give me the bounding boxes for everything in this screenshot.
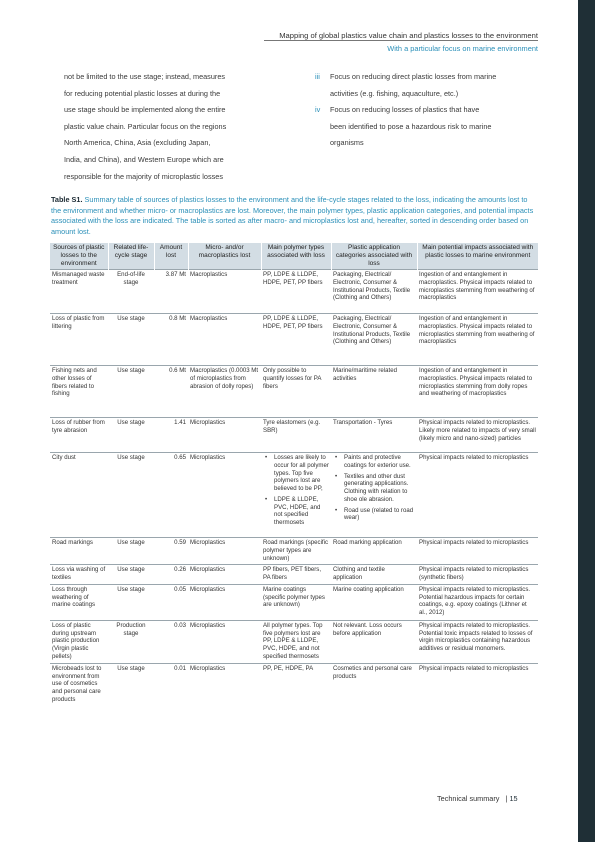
- cell-stage: Use stage: [108, 366, 154, 418]
- body-line: not be limited to the use stage; instead, measures: [64, 72, 226, 81]
- cell-plastic-type: Macroplastics (0.0003 Mt of microplastics from abrasion of dolly ropes): [188, 366, 261, 418]
- footer-section: Technical summary: [437, 794, 500, 803]
- table-caption: [51, 195, 537, 238]
- page-number: 15: [509, 794, 518, 803]
- cell-amount: 0.26: [154, 565, 188, 584]
- table-row: [50, 270, 538, 314]
- cell-applications: Marine coating application: [331, 584, 417, 620]
- cell-stage: End-of-life stage: [108, 270, 154, 314]
- cell-polymers: Marine coatings (specific polymer types are unknown): [261, 584, 331, 620]
- cell-source: Mismanaged waste treatment: [50, 270, 108, 314]
- table-row: [50, 663, 538, 705]
- cell-plastic-type: Microplastics: [188, 620, 261, 663]
- cell-source: Loss of rubber from tyre abrasion: [50, 418, 108, 453]
- cell-impacts: Ingestion of and entanglement in macroplastics. Physical impacts related to microplastics stemming from weathering of macroplastics: [417, 314, 538, 366]
- plastic-losses-table: [50, 243, 538, 705]
- cell-applications: Transportation - Tyres: [331, 418, 417, 453]
- cell-applications: Packaging, Electrical/ Electronic, Consumer & Institutional Products, Textile (Clothing and Others): [331, 314, 417, 366]
- cell-applications: Road marking application: [331, 538, 417, 565]
- list-line: Focus on reducing losses of plastics that have: [330, 105, 480, 115]
- running-header-title: Mapping of global plastics value chain and plastics losses to the environment: [279, 31, 538, 40]
- list-line: activities (e.g. fishing, aquaculture, etc.): [330, 88, 459, 98]
- cell-polymers: Road markings (specific polymer types are unknown): [261, 538, 331, 565]
- body-line: responsible for the majority of microplastic losses: [64, 171, 223, 181]
- table-row: [50, 453, 538, 538]
- cell-stage: Use stage: [108, 538, 154, 565]
- body-line: for reducing potential plastic losses at during the: [64, 88, 221, 98]
- bullet-icon: •: [335, 506, 338, 514]
- cell-impacts: Physical impacts related to microplastics. Potential toxic impacts related to losses of virgin microplastics containing hazardous additives or residual monomers.: [417, 620, 538, 663]
- cell-impacts: Physical impacts related to microplastics: [417, 663, 538, 705]
- table-caption-label: Table S1.: [51, 195, 83, 204]
- cell-amount: 0.03: [154, 620, 188, 663]
- cell-impacts: Ingestion of and entanglement in macroplastics. Physical impacts related to microplastics stemming from weathering of macroplastics: [417, 270, 538, 314]
- table-header-row: [50, 243, 538, 270]
- cell-polymers: All polymer types. Top five polymers lost are PP, LDPE & LLDPE, PVC, HDPE, and not specified thermosets: [261, 620, 331, 663]
- footer-separator: |: [505, 794, 508, 803]
- cell-applications: Not relevant. Loss occurs before application: [331, 620, 417, 663]
- list-number: iii: [315, 72, 320, 81]
- cell-plastic-type: Microplastics: [188, 565, 261, 584]
- cell-applications: [331, 453, 417, 538]
- list-line: been identified to pose a hazardous risk to marine: [330, 121, 492, 131]
- bullet-text: Road use (related to road wear): [344, 506, 414, 522]
- cell-stage: Use stage: [108, 565, 154, 584]
- bullet-icon: •: [265, 495, 268, 503]
- table-row: [50, 366, 538, 418]
- cell-stage: Use stage: [108, 663, 154, 705]
- cell-polymers: PP, PE, HDPE, PA: [261, 663, 331, 705]
- list-item: [315, 102, 545, 152]
- cell-polymers: PP, LDPE & LLDPE, HDPE, PET, PP fibers: [261, 314, 331, 366]
- cell-stage: Use stage: [108, 584, 154, 620]
- cell-polymers: Only possible to quantify losses for PA fibers: [261, 366, 331, 418]
- header-rule: [264, 40, 538, 41]
- table-row: [50, 418, 538, 453]
- cell-amount: 0.05: [154, 584, 188, 620]
- cell-amount: 0.6 Mt: [154, 366, 188, 418]
- cell-source: Loss through weathering of marine coatings: [50, 584, 108, 620]
- list-line: organisms: [330, 138, 364, 148]
- cell-source: Road markings: [50, 538, 108, 565]
- column-header: Related life-cycle stage: [108, 243, 154, 270]
- cell-source: Microbeads lost to environment from use of cosmetics and personal care products: [50, 663, 108, 705]
- page-footer: [437, 794, 518, 803]
- body-line: use stage should be implemented along the entire: [64, 105, 226, 115]
- cell-applications: Packaging, Electrical/ Electronic, Consumer & Institutional Products, Textile (Clothing and Others): [331, 270, 417, 314]
- cell-applications: Marine/maritime related activities: [331, 366, 417, 418]
- cell-impacts: Ingestion of and entanglement in macroplastics. Physical impacts related to microplastics stemming from dolly ropes and weathering of macroplastics: [417, 366, 538, 418]
- cell-impacts: Physical impacts related to microplastics. Potential hazardous impacts for certain coatings, e.g. epoxy coatings (Lithner et al., 2012): [417, 584, 538, 620]
- cell-source: City dust: [50, 453, 108, 538]
- cell-source: Fishing nets and other losses of fibers related to fishing: [50, 366, 108, 418]
- list-line: Focus on reducing direct plastic losses from marine: [330, 72, 497, 81]
- bullet-text: LDPE & LLDPE, PVC, HDPE, and not specified thermosets: [274, 495, 321, 526]
- bullet-item: [333, 473, 415, 504]
- cell-plastic-type: Microplastics: [188, 418, 261, 453]
- table-row: [50, 538, 538, 565]
- column-header: Sources of plastic losses to the environment: [50, 243, 108, 270]
- cell-plastic-type: Microplastics: [188, 453, 261, 538]
- table-row: [50, 620, 538, 663]
- table-row: [50, 314, 538, 366]
- cell-plastic-type: Macroplastics: [188, 314, 261, 366]
- body-line: India, and China), and Western Europe which are: [64, 154, 224, 164]
- table-row: [50, 584, 538, 620]
- bullet-text: Textiles and other dust generating applications. Clothing with relation to shoe ole abrasion.: [344, 472, 409, 503]
- running-header-subtitle: With a particular focus on marine environment: [387, 44, 538, 53]
- cell-applications: Clothing and textile application: [331, 565, 417, 584]
- bullet-icon: •: [335, 472, 338, 480]
- list-number: iv: [315, 105, 321, 115]
- table-caption-text: Summary table of sources of plastics losses to the environment and the life-cycle stages related to the loss, indicating the amounts lost to the environment and whether micro- or macroplastics are lost. Moreover, the main polymer types, plastic application categories, and potential impacts associated with the loss are indicated. The table is sorted as after macro- and microplastics lost and, hereafter, sorted in descending order based on amount lost.: [51, 195, 534, 237]
- cell-plastic-type: Macroplastics: [188, 270, 261, 314]
- body-line: North America, China, Asia (excluding Japan,: [64, 138, 211, 148]
- cell-polymers: [261, 453, 331, 538]
- bullet-icon: •: [335, 454, 338, 462]
- page-edge-bar: [578, 0, 595, 842]
- cell-impacts: Physical impacts related to microplastics. Likely more related to impacts of very small (likely micro and nano-sized) particles: [417, 418, 538, 453]
- cell-amount: 0.59: [154, 538, 188, 565]
- cell-polymers: PP fibers, PET fibers, PA fibers: [261, 565, 331, 584]
- numbered-list: [315, 69, 545, 152]
- column-header: Main polymer types associated with loss: [261, 243, 331, 270]
- bullet-item: [333, 454, 415, 469]
- column-header: Main potential impacts associated with plastic losses to marine environment: [417, 243, 538, 270]
- cell-impacts: Physical impacts related to microplastics (synthetic fibers): [417, 565, 538, 584]
- cell-amount: 0.01: [154, 663, 188, 705]
- cell-stage: Use stage: [108, 314, 154, 366]
- cell-impacts: Physical impacts related to microplastics: [417, 453, 538, 538]
- table-row: [50, 565, 538, 584]
- cell-amount: 0.65: [154, 453, 188, 538]
- bullet-item: [333, 507, 415, 522]
- body-line: plastic value chain. Particular focus on the regions: [64, 121, 227, 131]
- cell-source: Loss of plastic during upstream plastic production (Virgin plastic pellets): [50, 620, 108, 663]
- cell-plastic-type: Microplastics: [188, 584, 261, 620]
- cell-source: Loss of plastic from littering: [50, 314, 108, 366]
- bullet-text: Losses are likely to occur for all polymer types. Top five polymers lost are believed to be PP,: [274, 454, 329, 493]
- cell-stage: Use stage: [108, 453, 154, 538]
- cell-applications: Cosmetics and personal care products: [331, 663, 417, 705]
- cell-plastic-type: Microplastics: [188, 663, 261, 705]
- column-header: Plastic application categories associated with loss: [331, 243, 417, 270]
- body-text-left: [64, 69, 272, 185]
- column-header: Amount lost: [154, 243, 188, 270]
- bullet-icon: •: [265, 454, 268, 462]
- cell-source: Loss via washing of textiles: [50, 565, 108, 584]
- bullet-item: [263, 454, 329, 493]
- cell-amount: 0.8 Mt: [154, 314, 188, 366]
- cell-stage: Use stage: [108, 418, 154, 453]
- cell-stage: Production stage: [108, 620, 154, 663]
- cell-plastic-type: Microplastics: [188, 538, 261, 565]
- bullet-item: [263, 496, 329, 527]
- bullet-text: Paints and protective coatings for exterior use.: [344, 454, 411, 469]
- column-header: Micro- and/or macroplastics lost: [188, 243, 261, 270]
- cell-impacts: Physical impacts related to microplastics: [417, 538, 538, 565]
- cell-amount: 1.41: [154, 418, 188, 453]
- list-item: [315, 69, 545, 102]
- cell-amount: 3.87 Mt: [154, 270, 188, 314]
- cell-polymers: Tyre elastomers (e.g. SBR): [261, 418, 331, 453]
- cell-polymers: PP, LDPE & LLDPE, HDPE, PET, PP fibers: [261, 270, 331, 314]
